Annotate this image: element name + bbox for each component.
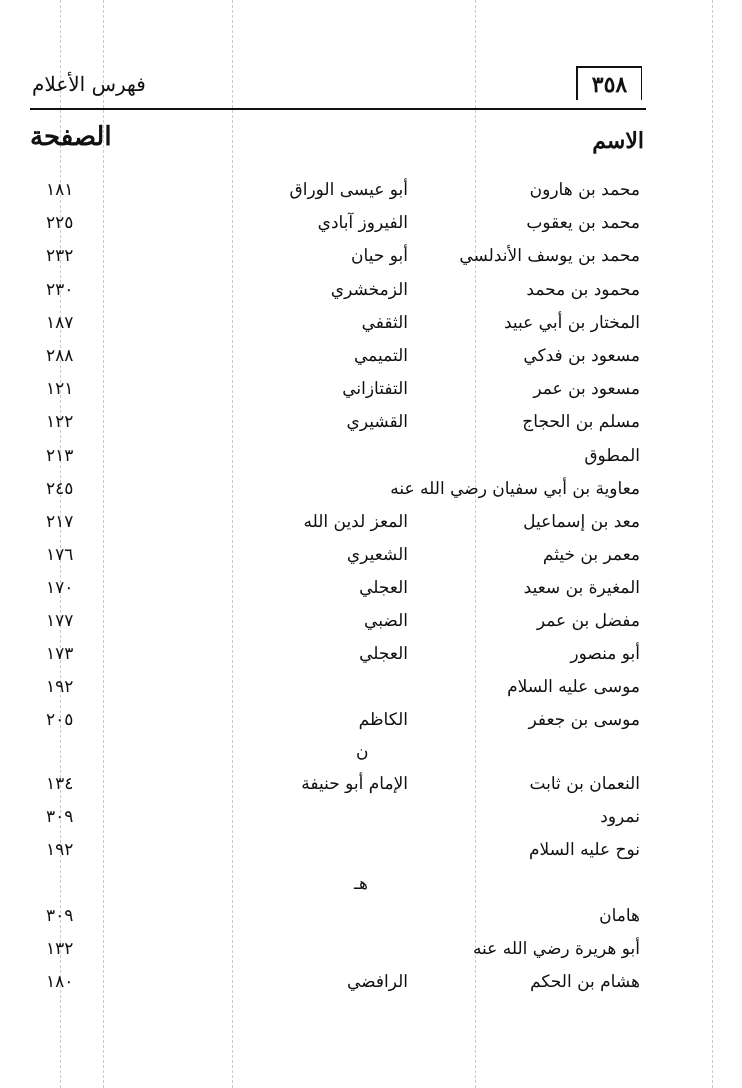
entry-page: ١٩٢ xyxy=(46,677,74,697)
entry-page: ١٨٧ xyxy=(46,313,74,333)
entry-name: محمد بن يوسف الأندلسي xyxy=(459,246,640,266)
entry-name: المختار بن أبي عبيد xyxy=(503,313,640,333)
index-row xyxy=(0,972,742,1004)
entry-page: ١٧٠ xyxy=(46,578,74,598)
entry-page: ١٢١ xyxy=(46,379,74,399)
index-row xyxy=(0,807,742,839)
entry-alias: أبو عيسى الوراق xyxy=(289,180,408,200)
index-row xyxy=(0,313,742,345)
entry-page: ٢٤٥ xyxy=(46,479,74,499)
entry-alias: الرافضي xyxy=(346,972,408,992)
name-column-heading: الاسم xyxy=(592,128,644,154)
entry-alias: التفتازاني xyxy=(342,379,408,399)
index-row xyxy=(0,246,742,278)
index-row xyxy=(0,280,742,312)
section-letter-nun: ن xyxy=(356,742,369,762)
entry-page: ١٣٤ xyxy=(46,774,74,794)
entry-alias: الضبي xyxy=(364,611,408,631)
entry-name: أبو هريرة رضي الله عنه xyxy=(472,939,640,959)
entry-page: ٢١٣ xyxy=(46,446,74,466)
entry-page: ٢٣٢ xyxy=(46,246,74,266)
entry-alias: الكاظم xyxy=(358,710,408,730)
index-row xyxy=(0,840,742,872)
entry-page: ٢٣٠ xyxy=(46,280,74,300)
index-row xyxy=(0,545,742,577)
entry-name: محمود بن محمد xyxy=(526,280,640,300)
entry-name: المطوق xyxy=(584,446,640,466)
entry-alias: الإمام أبو حنيفة xyxy=(301,774,408,794)
entry-name: معمر بن خيثم xyxy=(542,545,640,565)
entry-page: ١٨٠ xyxy=(46,972,74,992)
entry-name: موسى عليه السلام xyxy=(507,677,640,697)
entry-alias: الثقفي xyxy=(361,313,408,333)
entry-name: مسعود بن عمر xyxy=(533,379,640,399)
entry-alias: القشيري xyxy=(346,412,408,432)
entry-name: مفضل بن عمر xyxy=(536,611,640,631)
index-row xyxy=(0,412,742,444)
index-row xyxy=(0,611,742,643)
entry-page: ١٧٣ xyxy=(46,644,74,664)
entry-name: مسلم بن الحجاج xyxy=(522,412,640,432)
index-row xyxy=(0,180,742,212)
section-letter-ha: هـ xyxy=(354,874,368,894)
index-row xyxy=(0,446,742,478)
entry-page: ١٧٦ xyxy=(46,545,74,565)
entry-alias: المعز لدين الله xyxy=(303,512,408,532)
entry-page: ٢٠٥ xyxy=(46,710,74,730)
entry-name: نوح عليه السلام xyxy=(528,840,640,860)
index-row xyxy=(0,939,742,971)
entry-alias: العجلي xyxy=(359,578,408,598)
entry-alias: التميمي xyxy=(354,346,408,366)
entry-page: ١٨١ xyxy=(46,180,74,200)
entry-name: النعمان بن ثابت xyxy=(529,774,640,794)
entry-alias: العجلي xyxy=(359,644,408,664)
entry-page: ٢٢٥ xyxy=(46,213,74,233)
entry-name: هشام بن الحكم xyxy=(530,972,640,992)
index-row xyxy=(0,906,742,938)
index-row xyxy=(0,774,742,806)
entry-name: معد بن إسماعيل xyxy=(523,512,640,532)
entry-name: معاوية بن أبي سفيان رضي الله عنه xyxy=(390,479,640,499)
entry-page: ١٣٢ xyxy=(46,939,74,959)
index-row xyxy=(0,578,742,610)
entry-name: المغيرة بن سعيد xyxy=(523,578,640,598)
index-row xyxy=(0,644,742,676)
index-row xyxy=(0,213,742,245)
entry-page: ١٢٢ xyxy=(46,412,74,432)
entry-alias: الفيروز آبادي xyxy=(317,213,408,233)
index-row xyxy=(0,710,742,742)
index-row xyxy=(0,379,742,411)
page-number: ٣٥٨ xyxy=(576,66,642,100)
entry-page: ١٩٢ xyxy=(46,840,74,860)
entry-name: هامان xyxy=(599,906,640,926)
entry-page: ٢٨٨ xyxy=(46,346,74,366)
page-column-heading: الصفحة xyxy=(30,122,112,152)
entry-name: محمد بن هارون xyxy=(529,180,640,200)
entry-name: محمد بن يعقوب xyxy=(526,213,640,233)
entry-name: موسى بن جعفر xyxy=(528,710,640,730)
entry-page: ٢١٧ xyxy=(46,512,74,532)
index-row xyxy=(0,512,742,544)
entry-page: ٣٠٩ xyxy=(46,807,74,827)
index-row xyxy=(0,479,742,511)
index-title: فهرس الأعلام xyxy=(32,72,146,96)
entry-alias: الشعيري xyxy=(346,545,408,565)
index-row xyxy=(0,346,742,378)
entry-name: أبو منصور xyxy=(570,644,640,664)
entry-page: ٣٠٩ xyxy=(46,906,74,926)
index-row xyxy=(0,677,742,709)
entry-name: نمرود xyxy=(600,807,640,827)
header-rule xyxy=(30,108,646,110)
entry-alias: أبو حيان xyxy=(351,246,408,266)
entry-alias: الزمخشري xyxy=(330,280,408,300)
entry-page: ١٧٧ xyxy=(46,611,74,631)
entry-name: مسعود بن فدكي xyxy=(523,346,640,366)
